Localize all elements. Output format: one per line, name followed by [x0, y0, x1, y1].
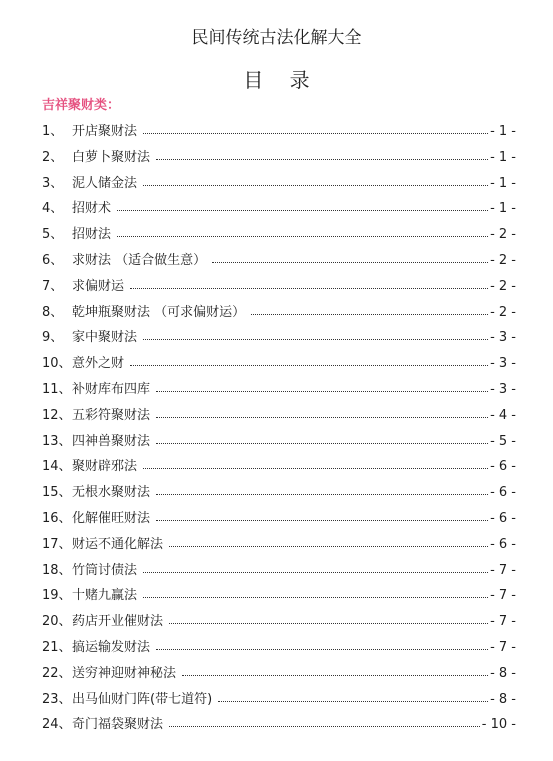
dot-leader [143, 572, 488, 573]
toc-entry-title: 白萝卜聚财法 [72, 149, 151, 165]
toc-entry-number: 18、 [42, 562, 72, 578]
toc-entry-number: 6、 [42, 252, 64, 268]
toc-entry-page: - 1 - [490, 201, 516, 217]
toc-entry-page: - 6 - [490, 459, 516, 475]
toc-entry [42, 687, 516, 713]
toc-entry-number: 8、 [42, 304, 64, 320]
toc-heading: 目 录 [243, 68, 310, 92]
toc-entry-number: 23、 [42, 691, 72, 707]
toc-entry [42, 429, 516, 455]
toc-entry-number: 5、 [42, 227, 64, 243]
dot-leader [130, 288, 488, 289]
toc-entry [42, 558, 516, 584]
dot-leader [143, 133, 488, 134]
toc-entry-page: - 7 - [490, 562, 516, 578]
toc-entry-title: 招财法 [72, 227, 112, 243]
toc-entry-page: - 1 - [490, 175, 516, 191]
toc-entry-title: 求偏财运 [72, 278, 125, 294]
toc-entry-title: 招财术 [72, 201, 112, 217]
toc-entry-title: 四神兽聚财法 [72, 433, 151, 449]
toc-entry-number: 24、 [42, 717, 72, 733]
toc-entry-title: 奇门福袋聚财法 [72, 717, 164, 733]
dot-leader [218, 701, 488, 702]
toc-entry-page: - 6 - [490, 485, 516, 501]
toc-entry-page: - 7 - [490, 639, 516, 655]
toc-entry-number: 22、 [42, 665, 72, 681]
toc-entry-title: 意外之财 [72, 356, 125, 372]
toc-entry-title: 竹筒讨债法 [72, 562, 138, 578]
toc-entry-page: - 5 - [490, 433, 516, 449]
section-label: 吉祥聚财类： [42, 98, 121, 113]
toc-entry [42, 325, 516, 351]
dot-leader [169, 623, 488, 624]
dot-leader [130, 365, 488, 366]
toc-entry [42, 583, 516, 609]
toc-entry-page: - 6 - [490, 536, 516, 552]
toc-list [42, 119, 516, 738]
toc-entry-title: 无根水聚财法 [72, 485, 151, 501]
toc-entry-page: - 1 - [490, 149, 516, 165]
dot-leader [169, 726, 480, 727]
toc-entry-page: - 4 - [490, 407, 516, 423]
toc-entry-number: 15、 [42, 485, 72, 501]
toc-entry [42, 532, 516, 558]
toc-entry-title: 乾坤瓶聚财法 （可求偏财运） [72, 304, 246, 320]
toc-entry-title: 求财法 （适合做生意） [72, 252, 207, 268]
dot-leader [156, 417, 488, 418]
toc-entry [42, 351, 516, 377]
toc-entry-title: 补财库布四库 [72, 381, 151, 397]
toc-entry-number: 16、 [42, 510, 72, 526]
dot-leader [143, 185, 488, 186]
toc-entry-number: 21、 [42, 639, 72, 655]
toc-entry [42, 506, 516, 532]
toc-entry-title: 出马仙财门阵(带七道符) [72, 691, 213, 707]
toc-entry [42, 403, 516, 429]
dot-leader [156, 391, 488, 392]
toc-entry-number: 2、 [42, 149, 64, 165]
toc-entry-number: 11、 [42, 381, 72, 397]
dot-leader [156, 159, 488, 160]
toc-entry-number: 10、 [42, 356, 72, 372]
toc-entry-title: 泥人储金法 [72, 175, 138, 191]
toc-entry [42, 196, 516, 222]
toc-entry-page: - 3 - [490, 330, 516, 346]
toc-entry-page: - 7 - [490, 614, 516, 630]
dot-leader [117, 236, 488, 237]
dot-leader [212, 262, 488, 263]
toc-entry-page: - 8 - [490, 665, 516, 681]
toc-entry-page: - 3 - [490, 356, 516, 372]
toc-entry [42, 609, 516, 635]
toc-entry-number: 14、 [42, 459, 72, 475]
toc-entry-title: 送穷神迎财神秘法 [72, 665, 177, 681]
dot-leader [251, 314, 488, 315]
toc-entry [42, 300, 516, 326]
toc-entry-page: - 1 - [490, 124, 516, 139]
toc-entry-page: - 8 - [490, 691, 516, 707]
toc-entry-number: 13、 [42, 433, 72, 449]
toc-entry-page: - 2 - [490, 252, 516, 268]
toc-entry-title: 搞运输发财法 [72, 639, 151, 655]
toc-entry-number: 1、 [42, 124, 64, 139]
toc-entry [42, 274, 516, 300]
toc-entry-page: - 6 - [490, 510, 516, 526]
toc-entry-page: - 3 - [490, 381, 516, 397]
toc-entry-title: 五彩符聚财法 [72, 407, 151, 423]
dot-leader [143, 339, 488, 340]
dot-leader [156, 520, 488, 521]
toc-entry [42, 171, 516, 197]
dot-leader [156, 443, 488, 444]
document-title: 民间传统古法化解大全 [191, 28, 362, 48]
toc-entry-page: - 2 - [490, 227, 516, 243]
toc-entry-number: 19、 [42, 588, 72, 604]
toc-entry [42, 635, 516, 661]
toc-entry [42, 712, 516, 738]
toc-entry-title: 十赌九赢法 [72, 588, 138, 604]
toc-entry-title: 财运不通化解法 [72, 536, 164, 552]
dot-leader [143, 468, 488, 469]
dot-leader [169, 546, 488, 547]
toc-entry-title: 药店开业催财法 [72, 614, 164, 630]
toc-entry-number: 3、 [42, 175, 64, 191]
toc-entry-title: 聚财辟邪法 [72, 459, 138, 475]
toc-entry-number: 12、 [42, 407, 72, 423]
toc-entry [42, 248, 516, 274]
toc-entry-page: - 2 - [490, 304, 516, 320]
toc-entry [42, 480, 516, 506]
toc-entry [42, 119, 516, 145]
toc-entry-number: 9、 [42, 330, 64, 346]
toc-entry [42, 661, 516, 687]
toc-entry-number: 20、 [42, 614, 72, 630]
toc-entry-number: 4、 [42, 201, 64, 217]
toc-entry [42, 377, 516, 403]
toc-entry [42, 145, 516, 171]
toc-entry-number: 17、 [42, 536, 72, 552]
toc-entry-page: - 2 - [490, 278, 516, 294]
toc-entry-title: 化解催旺财法 [72, 510, 151, 526]
toc-entry-page: - 7 - [490, 588, 516, 604]
toc-entry-number: 7、 [42, 278, 64, 294]
toc-entry-title: 家中聚财法 [72, 330, 138, 346]
dot-leader [156, 649, 488, 650]
dot-leader [182, 675, 488, 676]
toc-entry-title: 开店聚财法 [72, 124, 138, 139]
dot-leader [117, 210, 488, 211]
toc-entry [42, 222, 516, 248]
dot-leader [143, 597, 488, 598]
toc-entry-page: - 10 - [481, 717, 516, 733]
toc-entry [42, 454, 516, 480]
dot-leader [156, 494, 488, 495]
